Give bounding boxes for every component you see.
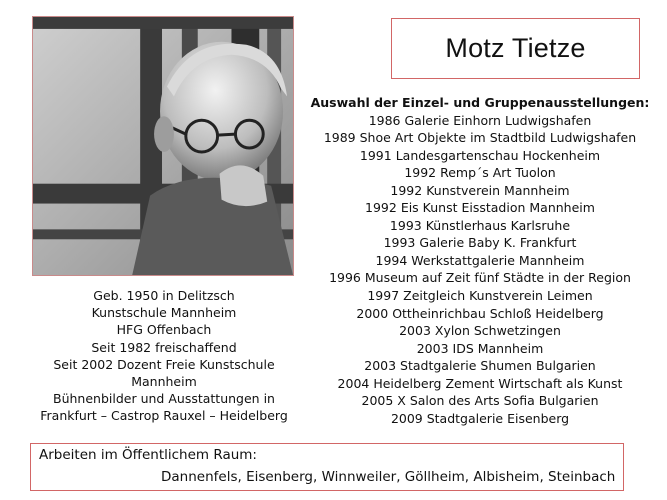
list-item: 1993 Galerie Baby K. Frankfurt: [383, 235, 577, 251]
list-item: 2005 X Salon des Arts Sofia Bulgarien: [361, 393, 599, 409]
list-item: 1996 Museum auf Zeit fünf Städte in der Region: [329, 270, 631, 286]
bio-line: Seit 2002 Dozent Freie Kunstschule: [53, 356, 275, 372]
list-item: 2009 Stadtgalerie Eisenberg: [390, 410, 570, 426]
list-item: 1997 Zeitgleich Kunstverein Leimen: [367, 288, 593, 304]
exhibitions-list: [300, 112, 660, 428]
list-item: 2000 Ottheinrichbau Schloß Heidelberg: [356, 305, 604, 321]
portrait-photo: [32, 16, 294, 276]
list-item: 2003 Xylon Schwetzingen: [399, 323, 561, 339]
bio-line: Geb. 1950 in Delitzsch: [93, 288, 235, 303]
bio-line: Kunstschule Mannheim: [91, 305, 237, 321]
bio-block: [30, 287, 298, 425]
list-item: 1992 Kunstverein Mannheim: [390, 182, 570, 198]
public-works-box: [30, 443, 624, 491]
bio-line: Seit 1982 freischaffend: [91, 339, 237, 355]
exhibitions-heading: Auswahl der Einzel- und Gruppenausstellungen:: [310, 95, 650, 110]
list-item: 1992 Remp´s Art Tuolon: [404, 165, 556, 181]
list-item: 1994 Werkstattgalerie Mannheim: [375, 252, 585, 268]
list-item: 2004 Heidelberg Zement Wirtschaft als Kunst: [337, 375, 623, 391]
public-works-label: Arbeiten im Öffentlichem Raum:: [39, 447, 257, 463]
bio-line: Mannheim: [131, 374, 197, 390]
list-item: 2003 IDS Mannheim: [416, 340, 544, 356]
exhibitions-block: [300, 94, 660, 427]
portrait-photo-image: [33, 17, 293, 275]
title-box: [391, 18, 640, 79]
list-item: 1986 Galerie Einhorn Ludwigshafen: [368, 112, 592, 128]
page-title: Motz Tietze: [445, 33, 586, 63]
bio-line: Frankfurt – Castrop Rauxel – Heidelberg: [40, 408, 288, 424]
list-item: 1993 Künstlerhaus Karlsruhe: [389, 217, 571, 233]
list-item: 1989 Shoe Art Objekte im Stadtbild Ludwigshafen: [323, 130, 637, 146]
list-item: 1992 Eis Kunst Eisstadion Mannheim: [365, 200, 595, 216]
public-works-places: Dannenfels, Eisenberg, Winnweiler, Göllheim, Albisheim, Steinbach: [161, 469, 616, 485]
list-item: 1991 Landesgartenschau Hockenheim: [359, 147, 601, 163]
list-item: 2003 Stadtgalerie Shumen Bulgarien: [364, 358, 596, 374]
bio-line: Bühnenbilder und Ausstattungen in: [53, 391, 275, 407]
bio-line: HFG Offenbach: [116, 322, 212, 338]
